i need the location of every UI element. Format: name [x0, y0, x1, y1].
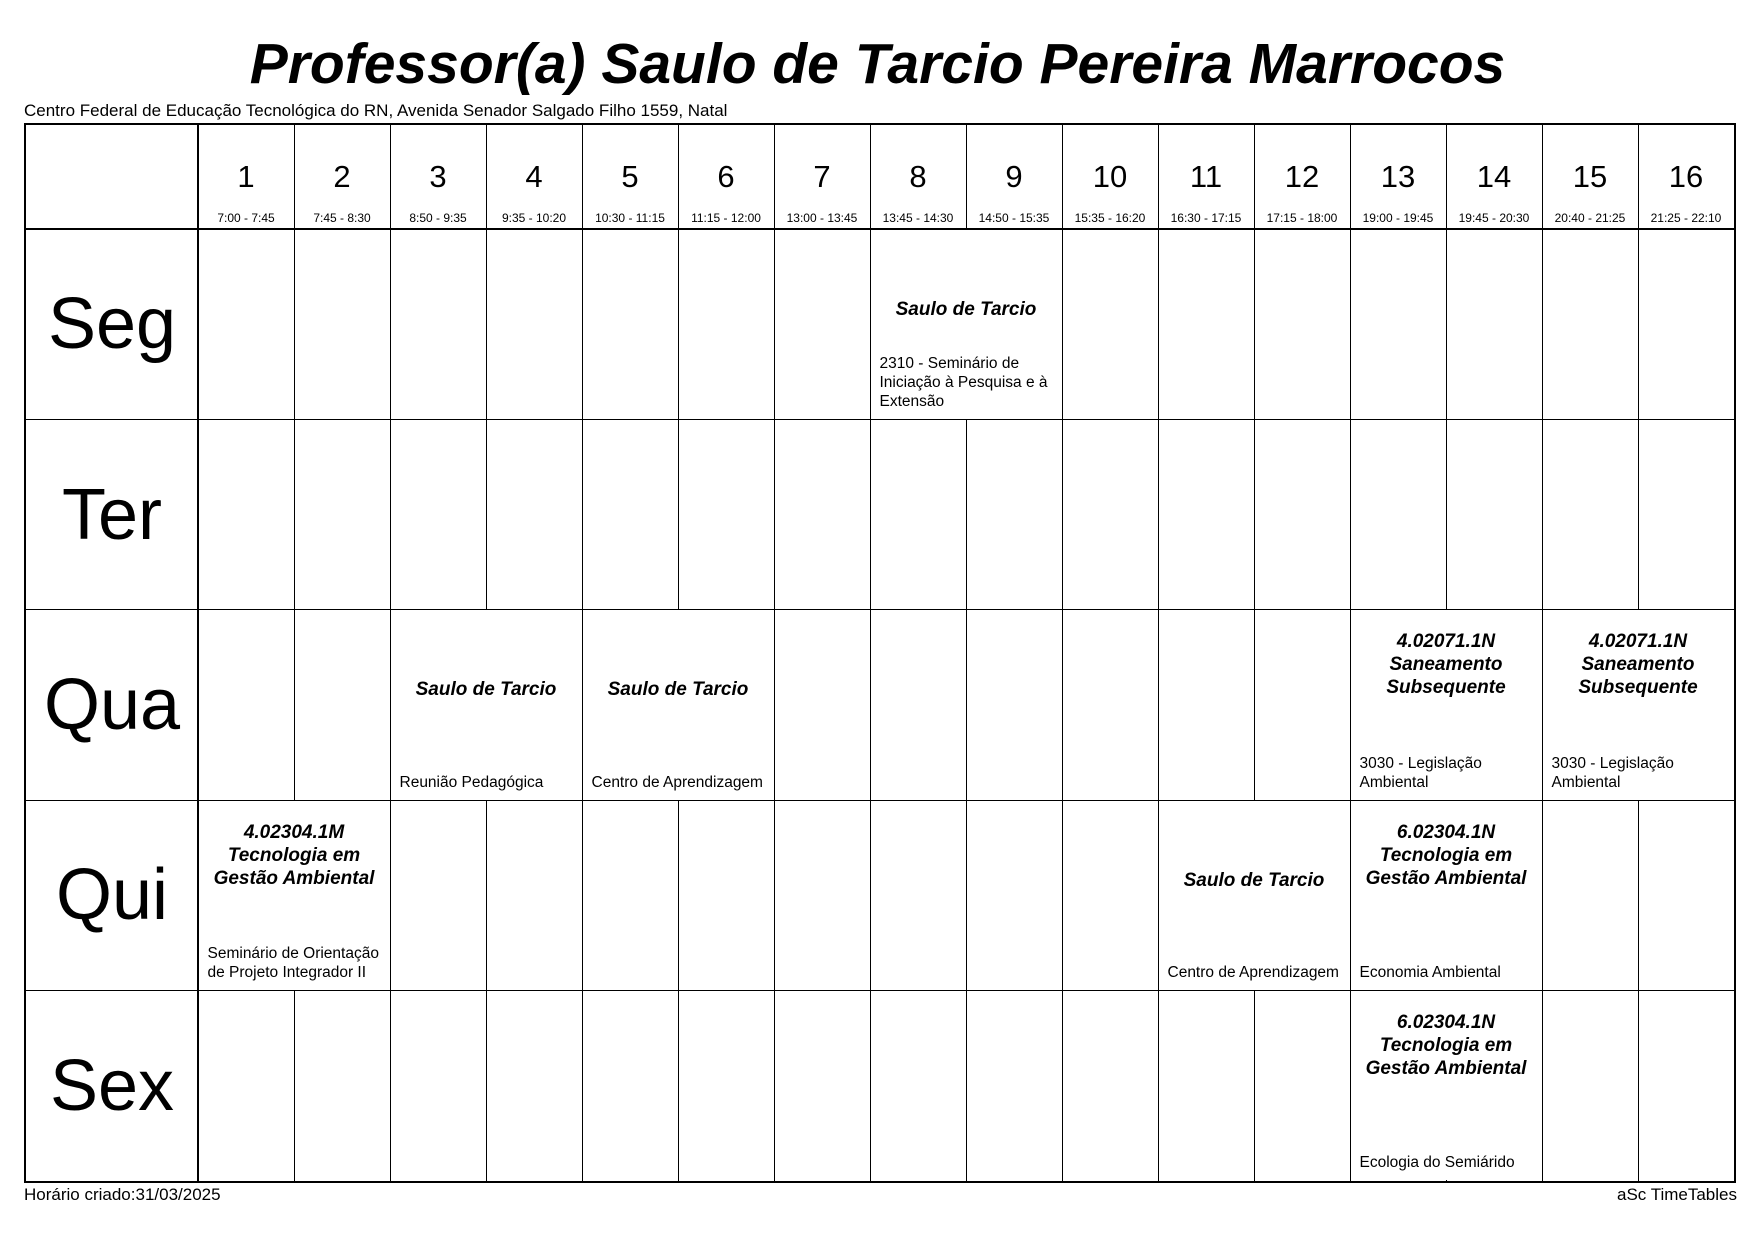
period-header	[1542, 125, 1638, 229]
lesson-subject: 3030 - Legislação Ambiental	[1551, 754, 1674, 791]
period-number: 13	[1380, 159, 1416, 194]
period-header	[1350, 125, 1446, 229]
lesson-subject: Ecologia do Semiárido	[1359, 1154, 1515, 1172]
period-time: 19:00 - 19:45	[1362, 211, 1434, 225]
lesson-block[interactable]	[871, 230, 1062, 419]
period-header	[486, 125, 582, 229]
period-header	[390, 125, 486, 229]
lesson-title: Saulo de Tarcio	[607, 679, 749, 701]
lesson-title: 4.02304.1M Tecnologia em Gestão Ambiental	[213, 821, 375, 889]
period-number: 9	[1005, 159, 1023, 194]
lesson-title: Saulo de Tarcio	[895, 298, 1037, 320]
lesson-title: Saulo de Tarcio	[1183, 869, 1325, 891]
lesson-block[interactable]	[199, 801, 390, 990]
period-number: 15	[1572, 159, 1608, 194]
period-time: 13:45 - 14:30	[882, 211, 954, 225]
period-time: 20:40 - 21:25	[1554, 211, 1626, 225]
period-number: 8	[909, 159, 927, 194]
lesson-subject: Centro de Aprendizagem	[1167, 964, 1339, 982]
lesson-block[interactable]	[1351, 991, 1542, 1180]
period-header	[1158, 125, 1254, 229]
grid-line	[197, 125, 199, 1181]
period-header	[198, 125, 294, 229]
timetable-grid	[24, 123, 1736, 1183]
period-time: 16:30 - 17:15	[1170, 211, 1242, 225]
day-label: Sex	[49, 1045, 175, 1126]
period-header	[1062, 125, 1158, 229]
period-number: 12	[1284, 159, 1320, 194]
period-header	[870, 125, 966, 229]
period-time: 10:30 - 11:15	[595, 211, 665, 225]
day-label: Qua	[43, 664, 181, 745]
period-time: 13:00 - 13:45	[786, 211, 858, 225]
period-time: 21:25 - 22:10	[1650, 211, 1722, 225]
lesson-subject: Economia Ambiental	[1359, 964, 1501, 982]
lesson-title: 6.02304.1N Tecnologia em Gestão Ambiental	[1365, 1012, 1527, 1080]
day-label: Qui	[55, 855, 169, 936]
lesson-block[interactable]	[1351, 610, 1542, 799]
period-header	[774, 125, 870, 229]
lesson-subject: 3030 - Legislação Ambiental	[1359, 754, 1482, 791]
lesson-subject: 2310 - Seminário de Iniciação à Pesquisa e à Extensão	[879, 354, 1048, 410]
lesson-block[interactable]	[1159, 801, 1350, 990]
lesson-block[interactable]	[1351, 801, 1542, 990]
day-label: Seg	[47, 284, 177, 365]
period-number: 1	[237, 159, 255, 194]
period-time: 17:15 - 18:00	[1266, 211, 1338, 225]
period-header	[966, 125, 1062, 229]
period-time: 9:35 - 10:20	[501, 211, 567, 225]
lesson-block[interactable]	[391, 610, 582, 799]
period-header	[1254, 125, 1350, 229]
period-number: 10	[1092, 159, 1128, 194]
period-number: 7	[813, 159, 831, 194]
lesson-block[interactable]	[1543, 610, 1734, 799]
period-number: 14	[1476, 159, 1512, 194]
lesson-title: Saulo de Tarcio	[415, 679, 557, 701]
period-time: 14:50 - 15:35	[978, 211, 1050, 225]
period-time: 11:15 - 12:00	[691, 211, 761, 225]
lesson-title: 4.02071.1N Saneamento Subsequente	[1578, 631, 1698, 699]
period-header	[678, 125, 774, 229]
period-header	[1638, 125, 1734, 229]
period-header	[582, 125, 678, 229]
period-time: 19:45 - 20:30	[1458, 211, 1530, 225]
period-header	[294, 125, 390, 229]
day-label: Ter	[61, 474, 163, 555]
lesson-subject: Seminário de Orientação de Projeto Integrador II	[207, 945, 379, 982]
grid-line	[26, 419, 1734, 420]
grid-line	[1254, 125, 1255, 1181]
period-number: 4	[525, 159, 543, 194]
period-time: 8:50 - 9:35	[409, 211, 467, 225]
lesson-subject: Centro de Aprendizagem	[591, 773, 763, 791]
grid-line	[294, 125, 295, 1181]
school-address: Centro Federal de Educação Tecnológica do RN, Avenida Senador Salgado Filho 1559, Natal	[24, 101, 728, 120]
lesson-title: 4.02071.1N Saneamento Subsequente	[1386, 631, 1506, 699]
period-time: 7:00 - 7:45	[217, 211, 275, 225]
period-time: 15:35 - 16:20	[1074, 211, 1146, 225]
period-number: 11	[1189, 159, 1223, 194]
period-number: 3	[429, 159, 447, 194]
page-title: Professor(a) Saulo de Tarcio Pereira Marrocos	[249, 32, 1506, 96]
period-time: 7:45 - 8:30	[313, 211, 371, 225]
lesson-block[interactable]	[583, 610, 774, 799]
lesson-title: 6.02304.1N Tecnologia em Gestão Ambiental	[1365, 821, 1527, 889]
period-number: 6	[717, 159, 735, 194]
brand-label: aSc TimeTables	[1617, 1185, 1737, 1204]
period-header	[1446, 125, 1542, 229]
lesson-subject: Reunião Pedagógica	[399, 773, 544, 791]
period-number: 5	[621, 159, 639, 194]
period-number: 2	[333, 159, 351, 194]
period-number: 16	[1668, 159, 1704, 194]
grid-line	[774, 125, 775, 1181]
grid-line	[1062, 125, 1063, 1181]
grid-line	[1158, 125, 1159, 1181]
created-date: Horário criado:31/03/2025	[24, 1185, 221, 1204]
